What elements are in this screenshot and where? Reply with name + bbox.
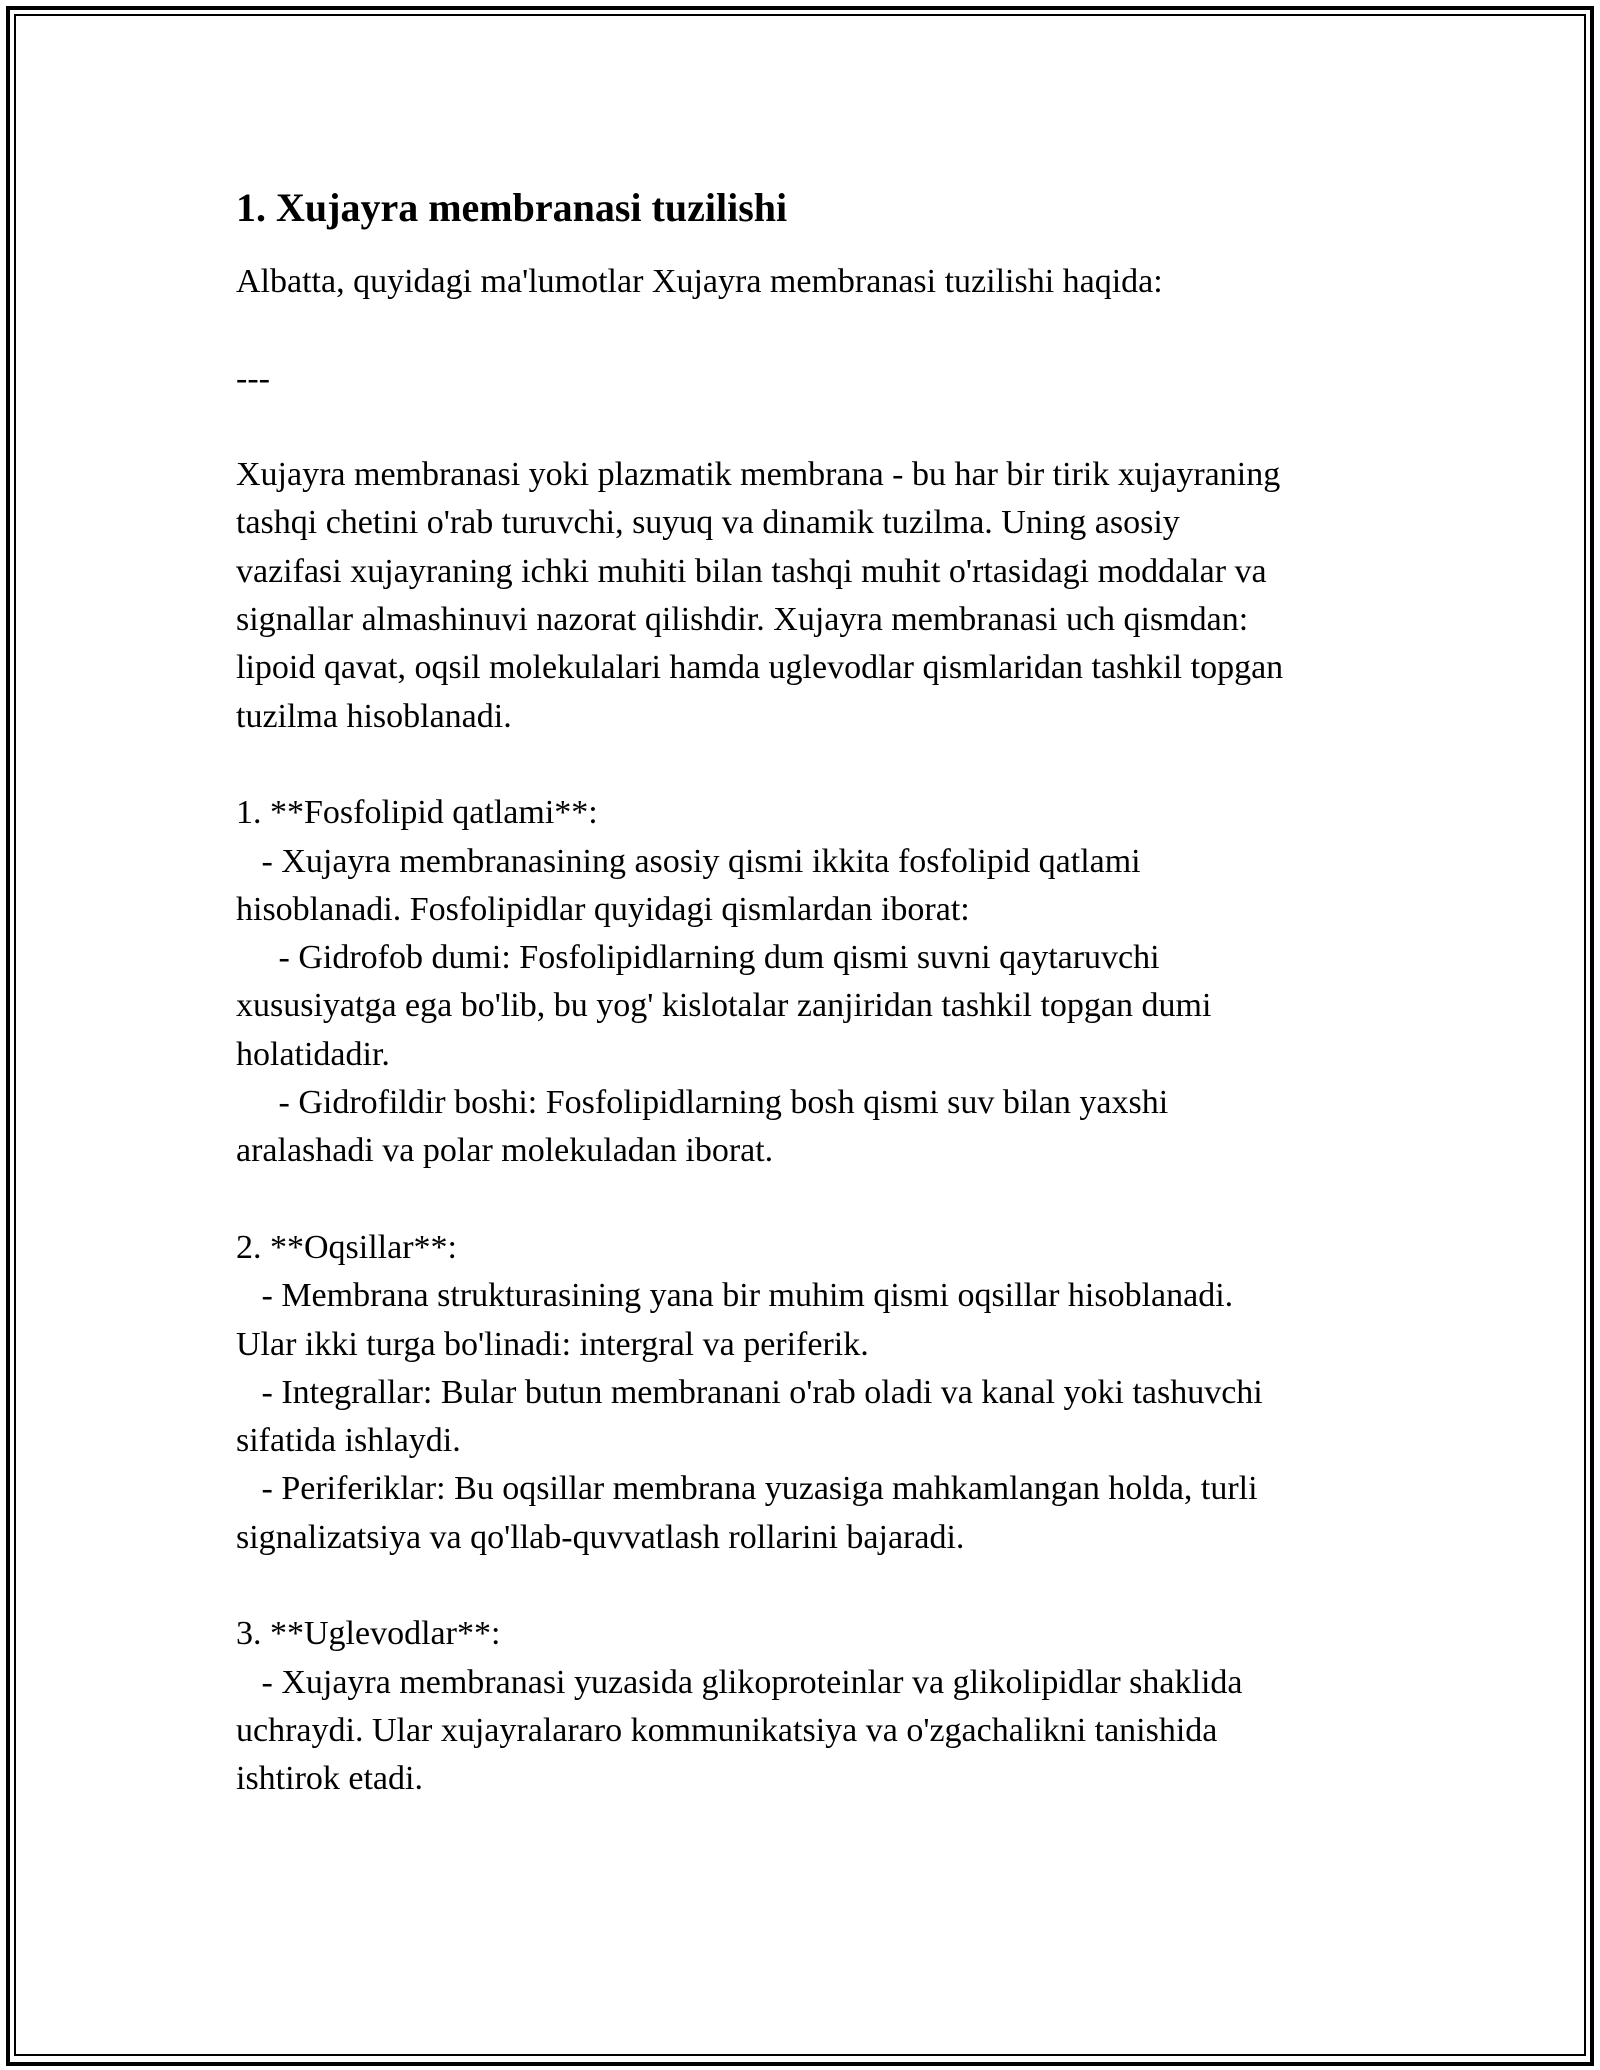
document-page <box>236 184 1376 1804</box>
document-title: 1. Xujayra membranasi tuzilishi <box>236 185 788 230</box>
document-body: Albatta, quyidagi ma'lumotlar Xujayra membranasi tuzilishi haqida: --- Xujayra membranasi yoki plazmatik membrana - bu har bir tirik xujayraning tashqi chetini o'rab turuvchi, suyuq va dinamik tuzilma. Uning asosiy vazifasi xujayraning ichki muhiti bilan tashqi muhit o'rtasidagi moddalar va signallar almashinuvi nazorat qilishdir. Xujayra membranasi uch qismdan: lipoid qavat, oqsil molekulalari hamda uglevodlar qismlaridan tashkil topgan tuzilma hisoblanadi. 1. **Fosfolipid qatlami**: - Xujayra membranasining asosiy qismi ikkita fosfolipid qatlami hisoblanadi. Fosfolipidlar quyidagi qismlardan iborat: - Gidrofob dumi: Fosfolipidlarning dum qismi suvni qaytaruvchi xususiyatga ega bo'lib, bu yog' kislotalar zanjiridan tashkil topgan dumi holatidadir. - Gidrofildir boshi: Fosfolipidlarning bosh qismi suv bilan yaxshi aralashadi va polar molekuladan iborat. 2. **Oqsillar**: - Membrana strukturasining yana bir muhim qismi oqsillar hisoblanadi. Ular ikki turga bo'linadi: intergral va periferik. - Integrallar: Bular butun membranani o'rab oladi va kanal yoki tashuvchi sifatida ishlaydi. - Periferiklar: Bu oqsillar membrana yuzasiga mahkamlangan holda, turli signalizatsiya va qo'llab-quvvatlash rollarini bajaradi. 3. **Uglevodlar**: - Xujayra membranasi yuzasida glikoproteinlar va glikolipidlar shaklida uchraydi. Ular xujayralararo kommunikatsiya va o'zgachalikni tanishida ishtirok etadi. <box>236 263 1284 1798</box>
